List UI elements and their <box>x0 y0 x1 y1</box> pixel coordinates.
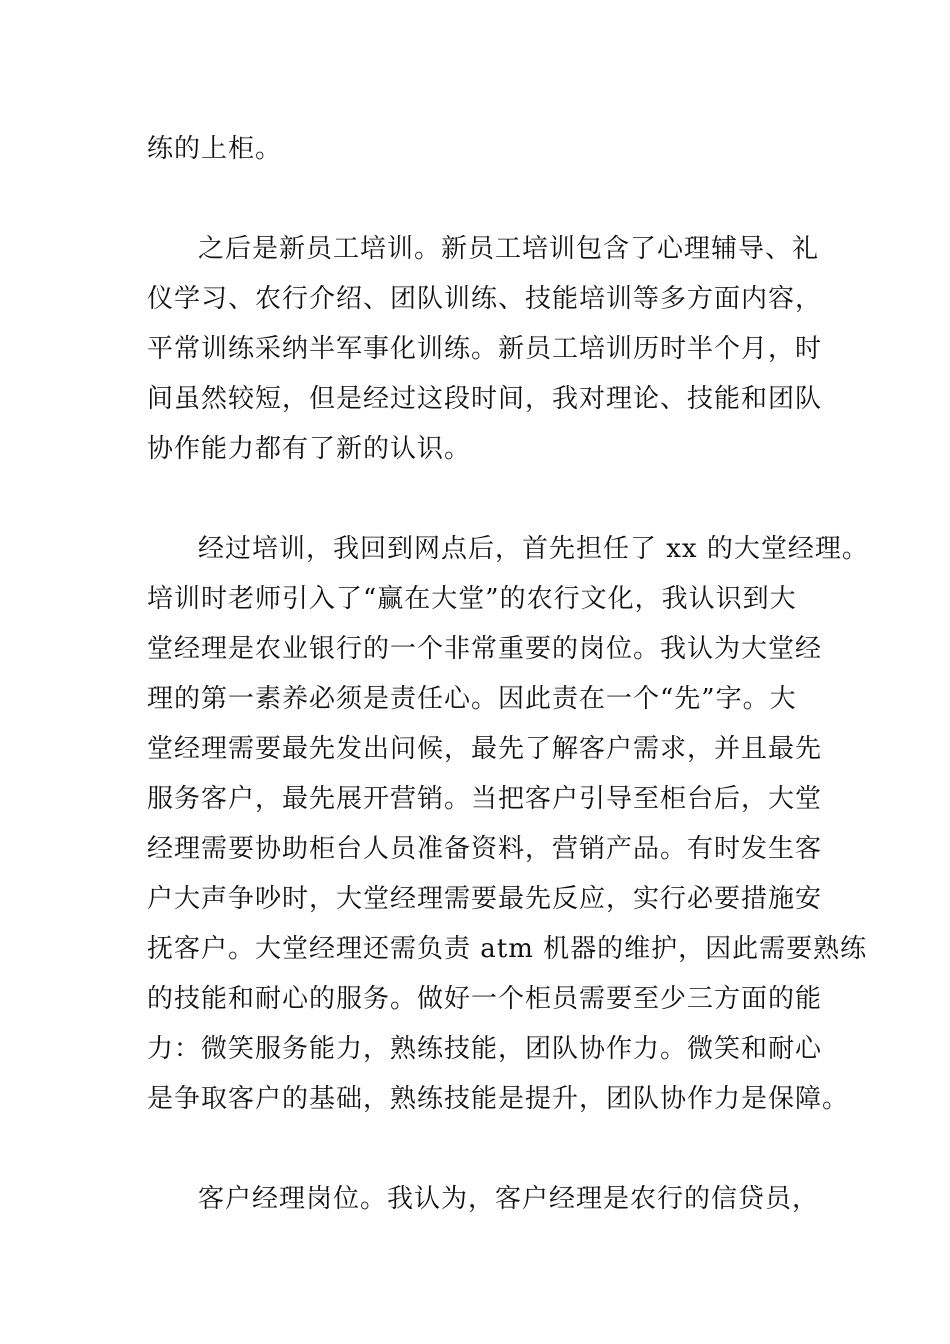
text-line: 堂经理需要最先发出问候，最先了解客户需求，并且最先 <box>147 734 823 764</box>
text-line: 经理需要协助柜台人员准备资料，营销产品。有时发生客 <box>147 834 823 864</box>
text-line: 练的上柜。 <box>147 134 283 164</box>
text-line: 力：微笑服务能力，熟练技能，团队协作力。微笑和耐心 <box>147 1034 823 1064</box>
text-line: 的技能和耐心的服务。做好一个柜员需要至少三方面的能 <box>147 984 823 1014</box>
text-line: 户大声争吵时，大堂经理需要最先反应，实行必要措施安 <box>147 884 823 914</box>
text-line: 理的第一素养必须是责任心。因此责在一个“先”字。大 <box>147 684 797 714</box>
text-line: 是争取客户的基础，熟练技能是提升，团队协作力是保障。 <box>147 1084 850 1114</box>
paragraph-first-line: 经过培训，我回到网点后，首先担任了 xx 的大堂经理。 <box>198 534 869 564</box>
text-line: 堂经理是农业银行的一个非常重要的岗位。我认为大堂经 <box>147 634 823 664</box>
text-line: 仪学习、农行介绍、团队训练、技能培训等多方面内容， <box>147 284 823 314</box>
text-line: 抚客户。大堂经理还需负责 atm 机器的维护，因此需要熟练 <box>147 934 868 964</box>
text-line: 协作能力都有了新的认识。 <box>147 434 472 464</box>
text-line: 服务客户，最先展开营销。当把客户引导至柜台后，大堂 <box>147 784 823 814</box>
paragraph-first-line: 客户经理岗位。我认为，客户经理是农行的信贷员， <box>198 1184 820 1214</box>
text-line: 培训时老师引入了“赢在大堂”的农行文化，我认识到大 <box>147 584 797 614</box>
text-line: 间虽然较短，但是经过这段时间，我对理论、技能和团队 <box>147 384 823 414</box>
paragraph-first-line: 之后是新员工培训。新员工培训包含了心理辅导、礼 <box>198 234 820 264</box>
text-line: 平常训练采纳半军事化训练。新员工培训历时半个月，时 <box>147 334 823 364</box>
